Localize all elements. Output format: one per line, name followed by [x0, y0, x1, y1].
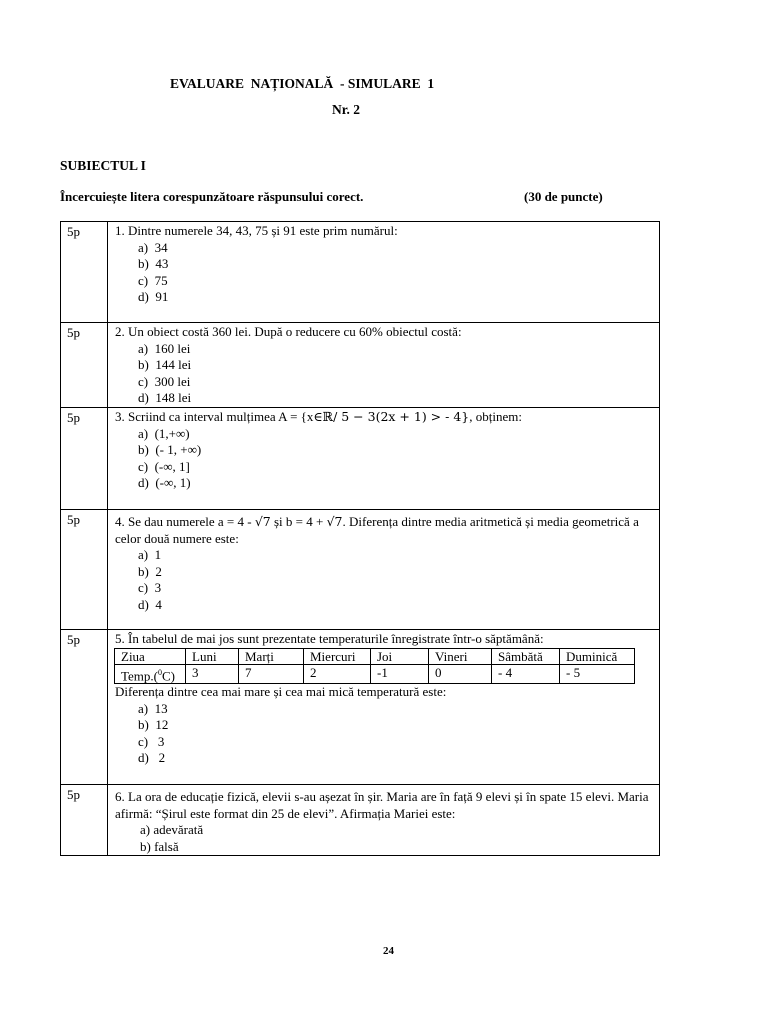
question-text: 1. Dintre numerele 34, 43, 75 și 91 este prim numărul:: [115, 223, 398, 238]
table-cell: Joi: [371, 648, 429, 664]
question-text: 4. Se dau numerele a = 4 - √7 și b = 4 + √7. Diferența dintre media aritmetică și media geometrică a celor două numere este:: [115, 514, 639, 546]
table-cell: -1: [371, 664, 429, 683]
table-cell: 2: [304, 664, 371, 683]
option-b[interactable]: b) 144 lei: [138, 357, 192, 373]
questions-table: [60, 221, 660, 856]
question-row-2: [61, 323, 660, 408]
page-number: 24: [383, 945, 394, 957]
option-a[interactable]: a) adevărată: [140, 822, 204, 838]
question-points: 5p: [61, 510, 108, 630]
option-b[interactable]: b) 2: [138, 563, 162, 579]
question-body: [108, 323, 660, 408]
question-body: [108, 222, 660, 323]
table-cell: 3: [186, 664, 239, 683]
option-d[interactable]: d) 4: [138, 596, 162, 612]
option-a[interactable]: a) 1: [138, 547, 162, 563]
option-b[interactable]: b) 43: [138, 256, 169, 272]
set-expression: ∈ℝ/ 5 − 3(2x + 1) > - 4}: [313, 409, 470, 424]
option-b[interactable]: b) 12: [138, 717, 169, 733]
question-points: 5p: [61, 408, 108, 510]
question-subtext: Diferența dintre cea mai mare și cea mai mică temperatură este:: [115, 683, 447, 699]
table-cell: Miercuri: [304, 648, 371, 664]
table-cell: Duminică: [560, 648, 635, 664]
temperature-values-row: [115, 664, 635, 683]
temperature-table: [114, 648, 635, 684]
question-body: [108, 785, 660, 856]
question-row-1: [61, 222, 660, 323]
instruction-text: Încercuiește litera corespunzătoare răspunsului corect.: [60, 189, 364, 204]
question-points: 5p: [61, 323, 108, 408]
exam-title: EVALUARE NAȚIONALĂ - SIMULARE 1: [170, 76, 435, 91]
option-d[interactable]: d) 2: [138, 750, 166, 766]
question-points: 5p: [61, 785, 108, 856]
question-points: 5p: [61, 222, 108, 323]
option-a[interactable]: a) 160 lei: [138, 340, 191, 356]
table-cell: Ziua: [115, 648, 186, 664]
option-c[interactable]: c) 300 lei: [138, 373, 191, 389]
table-cell: - 5: [560, 664, 635, 683]
option-c[interactable]: c) 75: [138, 272, 168, 288]
question-body: [108, 408, 660, 510]
table-cell: Sâmbătă: [492, 648, 560, 664]
option-c[interactable]: c) (-∞, 1]: [138, 458, 190, 474]
temperature-header-row: [115, 648, 635, 664]
option-a[interactable]: a) (1,+∞): [138, 425, 190, 441]
table-cell: Temp.($^0$C): [115, 664, 186, 683]
option-d[interactable]: d) (-∞, 1): [138, 475, 191, 491]
sqrt-seven: √7: [326, 514, 343, 529]
question-text: 5. În tabelul de mai jos sunt prezentate temperaturile înregistrate într-o săptămână:: [115, 631, 544, 646]
question-points: 5p: [61, 630, 108, 785]
table-cell: Marți: [239, 648, 304, 664]
table-cell: - 4: [492, 664, 560, 683]
question-body: [108, 630, 660, 785]
option-b[interactable]: b) falsă: [140, 838, 179, 854]
option-c[interactable]: c) 3: [138, 733, 165, 749]
option-c[interactable]: c) 3: [138, 580, 162, 596]
table-cell: Vineri: [429, 648, 492, 664]
option-a[interactable]: a) 13: [138, 700, 168, 716]
question-text: 3. Scriind ca interval mulțimea A = {x∈ℝ/ 5 − 3(2x + 1) > - 4}, obținem:: [115, 409, 522, 424]
option-d[interactable]: d) 91: [138, 289, 169, 305]
question-text: 2. Un obiect costă 360 lei. După o reducere cu 60% obiectul costă:: [115, 324, 462, 339]
question-row-6: [61, 785, 660, 856]
option-a[interactable]: a) 34: [138, 239, 168, 255]
section-heading: SUBIECTUL I: [60, 158, 146, 173]
option-b[interactable]: b) (- 1, +∞): [138, 442, 202, 458]
table-cell: 0: [429, 664, 492, 683]
question-text: 6. La ora de educație fizică, elevii s-au așezat în șir. Maria are în față 9 elevi și în spate 15 elevi. Maria afirmă: “Șirul este format din 25 de elevi”. Afirmația Mariei este:: [115, 789, 649, 821]
sqrt-seven: √7: [254, 514, 271, 529]
total-points: (30 de puncte): [524, 189, 603, 204]
option-d[interactable]: d) 148 lei: [138, 390, 192, 406]
exam-number: Nr. 2: [332, 102, 361, 117]
question-body: [108, 510, 660, 630]
question-row-5: [61, 630, 660, 785]
question-row-4: [61, 510, 660, 630]
table-cell: 7: [239, 664, 304, 683]
table-cell: Luni: [186, 648, 239, 664]
question-row-3: [61, 408, 660, 510]
